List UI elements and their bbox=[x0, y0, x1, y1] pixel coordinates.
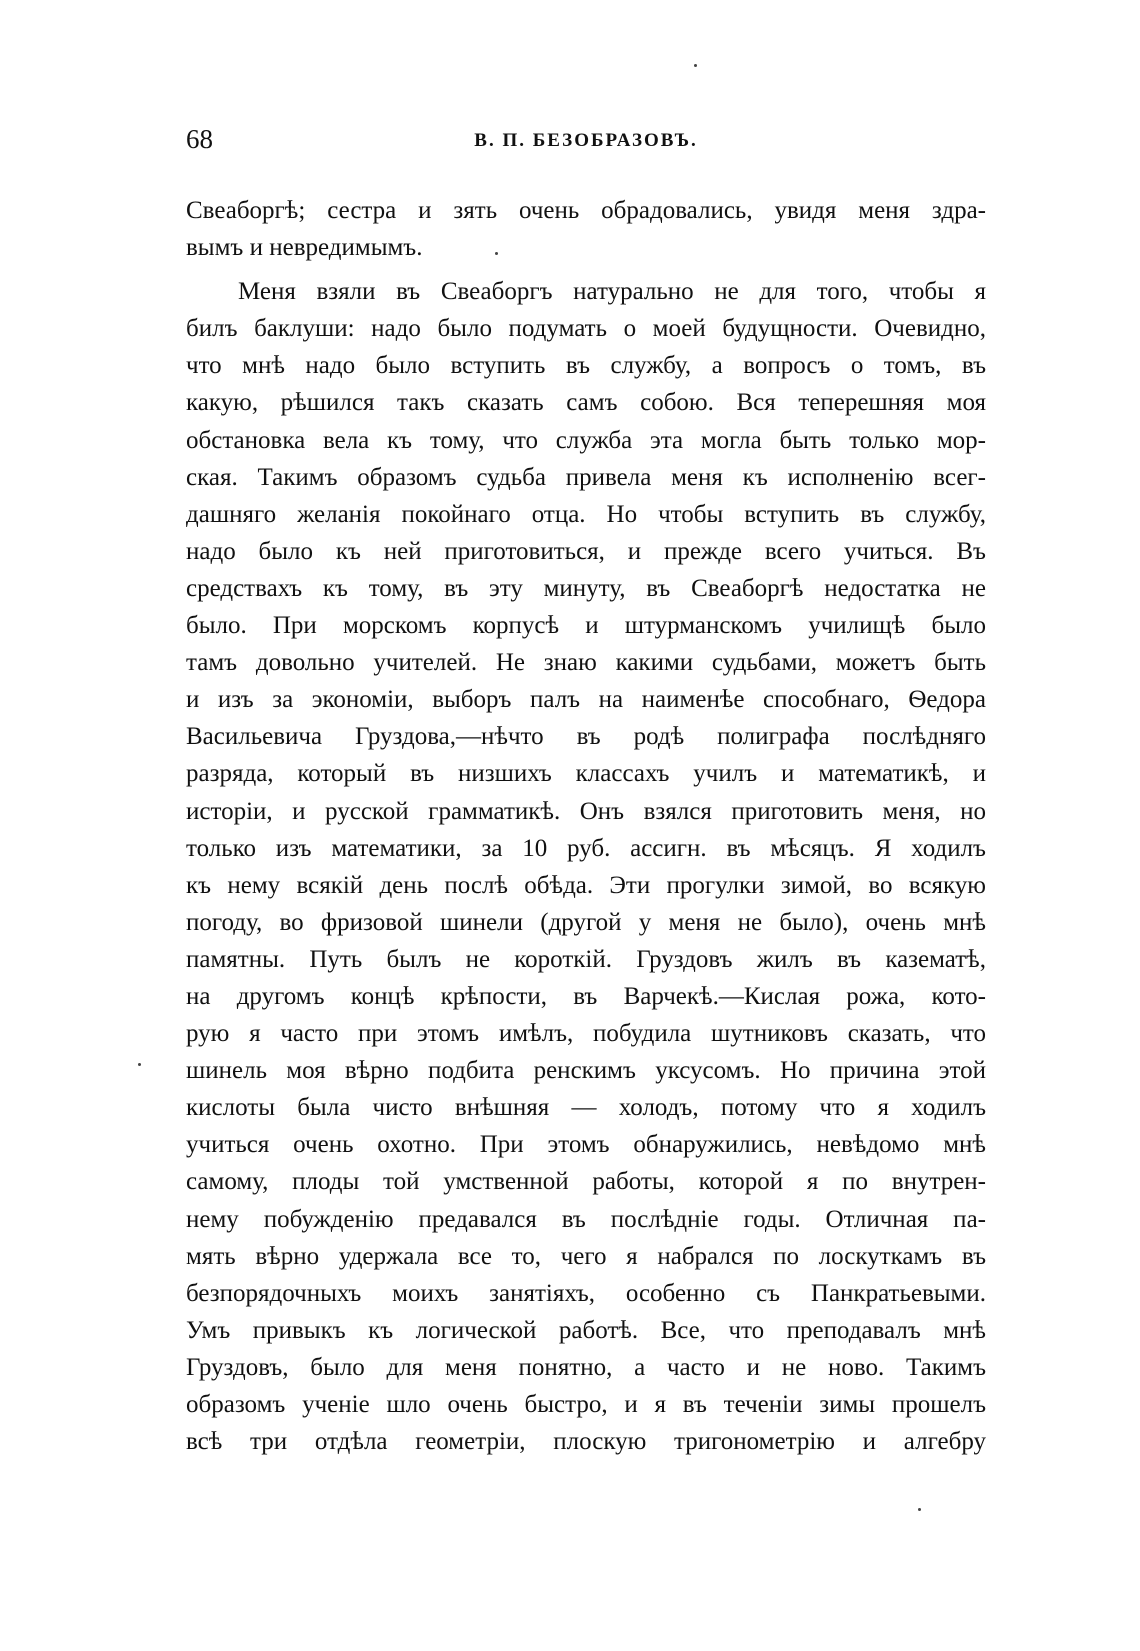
text-line: рую я часто при этомъ имѣлъ, побудила шутниковъ сказать, что bbox=[186, 1020, 986, 1048]
text-line: исторіи, и русской грамматикѣ. Онъ взялся приготовить меня, но bbox=[186, 797, 986, 825]
text-line: обстановка вела къ тому, что служба эта могла быть только мор- bbox=[186, 426, 986, 454]
text-line: Свеаборгѣ; сестра и зять очень обрадовались, увидя меня здра- bbox=[186, 197, 986, 224]
paragraph-first-line: Меня взяли въ Свеаборгъ натурально не для того, чтобы я bbox=[238, 278, 986, 306]
text-line: учиться очень охотно. При этомъ обнаружились, невѣдомо мнѣ bbox=[186, 1131, 986, 1159]
text-line: только изъ математики, за 10 руб. ассигн. въ мѣсяцъ. Я ходилъ bbox=[186, 834, 986, 862]
text-line: билъ баклуши: надо было подумать о моей будущности. Очевидно, bbox=[186, 315, 986, 343]
page-number: 68 bbox=[186, 124, 213, 154]
text-line: къ нему всякій день послѣ обѣда. Эти прогулки зимой, во всякую bbox=[186, 871, 986, 899]
running-head: В. П. БЕЗОБРАЗОВЪ. bbox=[474, 130, 698, 151]
text-line: надо было къ ней приготовиться, и прежде всего учиться. Въ bbox=[186, 537, 986, 565]
text-line: всѣ три отдѣла геометріи, плоскую тригонометрію и алгебру bbox=[186, 1428, 986, 1456]
text-line: какую, рѣшился такъ сказать самъ собою. Вся теперешняя моя bbox=[186, 389, 986, 417]
text-line: средствахъ къ тому, въ эту минуту, въ Свеаборгѣ недостатка не bbox=[186, 574, 986, 602]
text-line: ская. Такимъ образомъ судьба привела меня къ исполненію всег- bbox=[186, 463, 986, 491]
text-line: нему побужденію предавался въ послѣдніе годы. Отличная па- bbox=[186, 1205, 986, 1233]
scan-speck bbox=[918, 1508, 921, 1511]
text-line: самому, плоды той умственной работы, которой я по внутрен- bbox=[186, 1168, 986, 1196]
scan-speck bbox=[694, 64, 697, 67]
scan-speck bbox=[138, 1063, 141, 1066]
text-line: вымъ и невредимымъ. bbox=[186, 234, 423, 262]
scan-speck bbox=[495, 252, 498, 255]
text-line: безпорядочныхъ моихъ занятіяхъ, особенно съ Панкратьевыми. bbox=[186, 1279, 986, 1307]
text-line: тамъ довольно учителей. Не знаю какими судьбами, можетъ быть bbox=[186, 649, 986, 677]
text-line: Груздовъ, было для меня понятно, а часто и не ново. Такимъ bbox=[186, 1353, 986, 1381]
text-line: Умъ привыкъ къ логической работѣ. Все, что преподавалъ мнѣ bbox=[186, 1316, 986, 1344]
text-line: Васильевича Груздова,—нѣчто въ родѣ полиграфа послѣдняго bbox=[186, 723, 986, 751]
text-line: мять вѣрно удержала все то, чего я набрался по лоскуткамъ въ bbox=[186, 1242, 986, 1270]
page-header bbox=[186, 122, 986, 162]
text-line: и изъ за экономіи, выборъ палъ на наименѣе способнаго, Ѳедора bbox=[186, 686, 986, 714]
text-line: погоду, во фризовой шинели (другой у меня не было), очень мнѣ bbox=[186, 908, 986, 936]
text-line: на другомъ концѣ крѣпости, въ Варчекѣ.—Кислая рожа, кото- bbox=[186, 982, 986, 1010]
text-line: шинель моя вѣрно подбита ренскимъ уксусомъ. Но причина этой bbox=[186, 1057, 986, 1085]
text-line: разряда, который въ низшихъ классахъ училъ и математикѣ, и bbox=[186, 760, 986, 788]
text-line: кислоты была чисто внѣшняя — холодъ, потому что я ходилъ bbox=[186, 1094, 986, 1122]
text-line: что мнѣ надо было вступить въ службу, а вопросъ о томъ, въ bbox=[186, 352, 986, 380]
text-line: образомъ ученіе шло очень быстро, и я въ теченіи зимы прошелъ bbox=[186, 1391, 986, 1418]
text-line: памятны. Путь былъ не короткій. Груздовъ жилъ въ казематѣ, bbox=[186, 945, 986, 973]
text-line: дашняго желанія покойнаго отца. Но чтобы вступить въ службу, bbox=[186, 500, 986, 528]
body-text bbox=[186, 192, 986, 1460]
text-line: было. При морскомъ корпусѣ и штурманскомъ училищѣ было bbox=[186, 612, 986, 640]
